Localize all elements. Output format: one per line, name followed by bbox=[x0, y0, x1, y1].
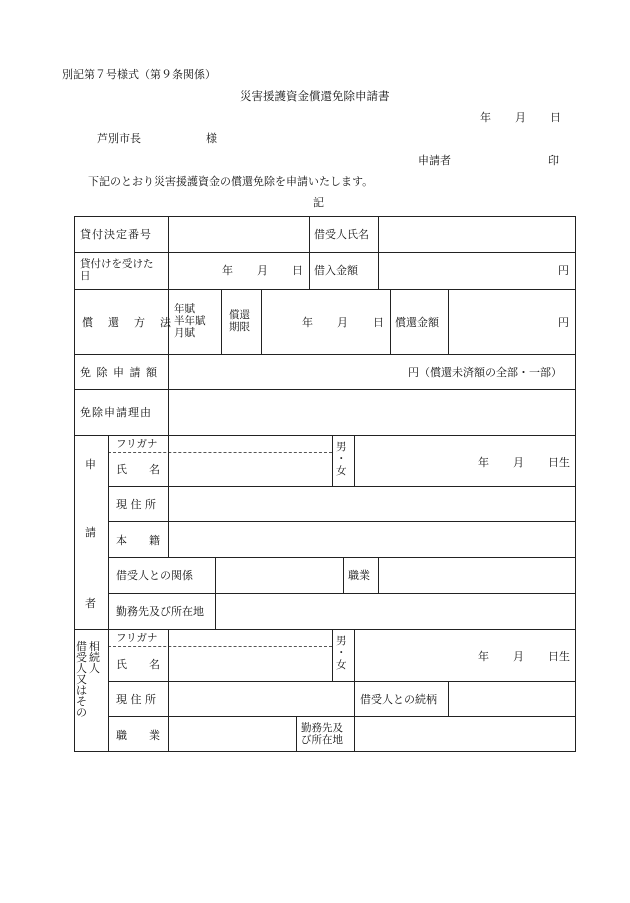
heir-section-col1: 借 受 人 又 は そ の bbox=[76, 640, 87, 719]
heir-furigana-label: フリガナ bbox=[116, 632, 158, 644]
deadline-year: 年 bbox=[302, 316, 313, 329]
form-title: 災害援護資金償還免除申請書 bbox=[240, 89, 390, 103]
applicant-occupation-label: 職業 bbox=[348, 569, 370, 582]
applicant-section-char-1: 申 bbox=[85, 458, 96, 471]
applicant-birth-day: 日生 bbox=[548, 456, 570, 469]
applicant-relation-label: 借受人との関係 bbox=[116, 569, 193, 582]
applicant-section-char-3: 者 bbox=[85, 597, 96, 610]
loan-amount-yen: 円 bbox=[558, 264, 569, 277]
repayment-amount-yen: 円 bbox=[558, 316, 569, 329]
heir-birth-year: 年 bbox=[478, 650, 489, 663]
date-day: 日 bbox=[550, 111, 561, 124]
heir-relation-label: 借受人との続柄 bbox=[360, 693, 437, 706]
date-year: 年 bbox=[480, 111, 491, 124]
applicant-workplace-label: 勤務先及び所在地 bbox=[116, 605, 204, 618]
applicant-birth-month: 月 bbox=[513, 456, 524, 469]
loan-date-day: 日 bbox=[292, 264, 303, 277]
intro-text: 下記のとおり災害援護資金の償還免除を申請いたします。 bbox=[88, 175, 374, 188]
date-month: 月 bbox=[515, 111, 526, 124]
loan-date-year: 年 bbox=[222, 264, 233, 277]
exemption-amount-label: 免 除 申 請 額 bbox=[80, 366, 158, 379]
heir-name-label: 氏 名 bbox=[116, 658, 160, 671]
heir-birth-month: 月 bbox=[513, 650, 524, 663]
applicant-address-label: 現 住 所 bbox=[116, 498, 156, 511]
installment-types: 年賦 半年賦 月賦 bbox=[174, 303, 206, 339]
deadline-day: 日 bbox=[373, 316, 384, 329]
exemption-amount-note: 円（償還未済額の全部・一部） bbox=[408, 366, 562, 379]
applicant-gender: 男 ・ 女 bbox=[336, 441, 347, 477]
addressee: 芦別市長 bbox=[97, 132, 141, 145]
applicant-label: 申請者 bbox=[418, 154, 451, 167]
applicant-name-label: 氏 名 bbox=[116, 463, 160, 476]
deadline-month: 月 bbox=[337, 316, 348, 329]
repayment-deadline-label: 償還 期限 bbox=[229, 309, 250, 333]
loan-amount-label: 借入金額 bbox=[314, 264, 358, 277]
applicant-birth-year: 年 bbox=[478, 456, 489, 469]
heir-address-label: 現 住 所 bbox=[116, 693, 156, 706]
applicant-section-char-2: 請 bbox=[85, 526, 96, 539]
applicant-furigana-label: フリガナ bbox=[116, 438, 158, 450]
loan-date-month: 月 bbox=[257, 264, 268, 277]
heir-workplace-label: 勤務先及 び所在地 bbox=[301, 722, 343, 746]
repayment-amount-label: 償還金額 bbox=[395, 316, 439, 329]
loan-date-label: 貸付けを受けた 日 bbox=[80, 258, 154, 282]
honorific: 様 bbox=[206, 132, 217, 145]
ki-mark: 記 bbox=[313, 196, 324, 209]
loan-decision-no-label: 貸付決定番号 bbox=[80, 228, 152, 241]
form-number: 別記第７号様式（第９条関係） bbox=[62, 68, 216, 81]
heir-section-col2: 相 続 人 bbox=[89, 640, 100, 675]
heir-gender: 男 ・ 女 bbox=[336, 635, 347, 671]
borrower-name-label: 借受人氏名 bbox=[314, 228, 369, 241]
seal-mark: 印 bbox=[548, 154, 559, 167]
applicant-domicile-label: 本 籍 bbox=[116, 534, 160, 547]
repayment-method-label: 償 還 方 法 bbox=[82, 316, 173, 329]
exemption-reason-label: 免除申請理由 bbox=[80, 406, 152, 419]
heir-occupation-label: 職 業 bbox=[116, 729, 160, 742]
heir-birth-day: 日生 bbox=[548, 650, 570, 663]
